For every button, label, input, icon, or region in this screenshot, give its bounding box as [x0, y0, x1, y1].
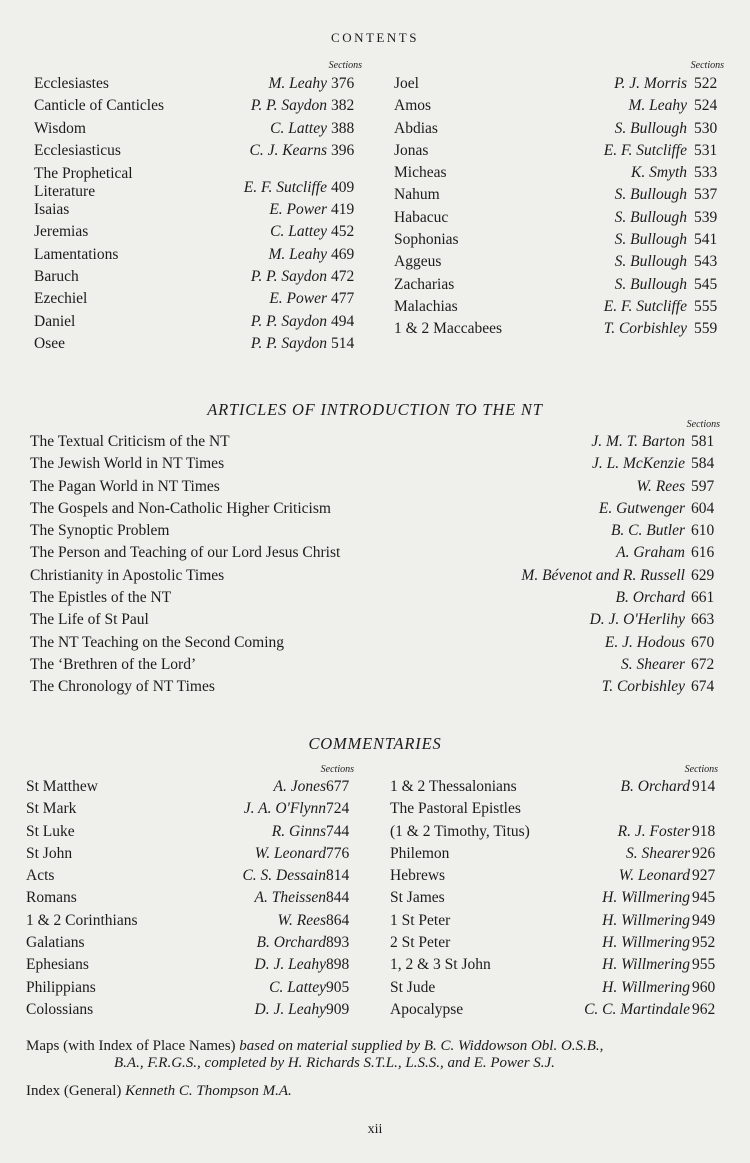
commentary-entry: [26, 821, 356, 843]
entry-section-number: 555: [694, 297, 718, 315]
entry-section-number: 905: [326, 978, 350, 996]
entry-section-number: 677: [326, 778, 350, 795]
entry-title: The NT Teaching on the Second Coming: [30, 633, 285, 651]
entry-title: Micheas: [394, 164, 447, 182]
entry-title: Baruch: [34, 268, 79, 286]
entry-title: Colossians: [26, 1000, 94, 1018]
entry-author: P. P. Saydon: [250, 97, 327, 115]
entry-author: B. Orchard: [620, 778, 690, 795]
sections-label-articles: Sections: [686, 419, 720, 430]
entry-title: Galatians: [26, 934, 85, 952]
entry-section-number: 604: [691, 499, 715, 517]
entry-title: Christianity in Apostolic Times: [30, 566, 225, 584]
articles-list: [30, 431, 730, 699]
entry-title: Jonas: [394, 141, 429, 159]
entry-author: H. Willmering: [602, 934, 690, 952]
entry-author: H. Willmering: [602, 978, 690, 996]
entry-section-number: 918: [692, 822, 716, 840]
article-entry: [30, 498, 730, 520]
ot-entry: [34, 199, 369, 221]
ot-entry: [34, 244, 369, 266]
commentary-entry: [390, 932, 720, 954]
article-entry: [30, 654, 730, 676]
maps-note-credit-line1: based on material supplied by B. C. Widdowson Obl. O.S.B.,: [239, 1038, 604, 1054]
entry-title: The Prophetical Literature: [34, 165, 133, 201]
article-entry: [30, 676, 730, 698]
entry-title: Canticle of Canticles: [34, 97, 164, 115]
commentary-entry: [26, 798, 356, 820]
entry-section-number: 522: [694, 75, 718, 92]
entry-title: Romans: [26, 889, 77, 907]
entry-section-number: 610: [691, 522, 715, 540]
commentary-entry: [390, 843, 720, 865]
entry-section-number: 893: [326, 934, 350, 952]
article-entry: [30, 431, 730, 453]
entry-title: Lamentations: [34, 245, 119, 263]
entry-section-number: 955: [692, 956, 716, 974]
commentaries-heading: COMMENTARIES: [308, 734, 442, 753]
entry-title: Hebrews: [390, 867, 446, 885]
entry-author: P. P. Saydon: [250, 268, 327, 286]
entry-author: C. Lattey: [269, 978, 326, 996]
entry-title: Isaias: [34, 201, 70, 219]
entry-author: R. Ginns: [271, 822, 326, 840]
entry-section-number: 409: [331, 179, 355, 197]
entry-author: T. Corbishley: [601, 678, 685, 696]
entry-section-number: 376: [331, 75, 355, 92]
entry-section-number: 539: [694, 208, 718, 226]
entry-author: J. M. T. Barton: [591, 433, 685, 450]
entry-author: E. Power: [269, 201, 327, 219]
entry-title: Nahum: [394, 186, 440, 204]
entry-title: Abdias: [394, 119, 438, 137]
entry-author: S. Bullough: [614, 231, 687, 249]
ot-entry: [34, 266, 369, 288]
entry-title: Apocalypse: [390, 1000, 464, 1018]
entry-title: The ‘Brethren of the Lord’: [30, 655, 197, 673]
entry-title: Ephesians: [26, 956, 89, 974]
entry-author: J. L. McKenzie: [592, 455, 685, 473]
entry-section-number: 672: [691, 655, 715, 673]
entry-section-number: 952: [692, 934, 716, 952]
entry-section-number: 494: [331, 312, 355, 330]
sections-label-comm-left: Sections: [320, 764, 354, 775]
commentary-entry: [26, 954, 356, 976]
entry-author: E. F. Sutcliffe: [603, 297, 687, 315]
entry-section-number: 616: [691, 544, 715, 562]
entry-section-number: 530: [694, 119, 718, 137]
article-entry: [30, 565, 730, 587]
entry-title: St James: [390, 889, 445, 907]
ot-entry: [394, 251, 729, 273]
entry-author: C. Lattey: [270, 223, 327, 241]
entry-section-number: 388: [331, 119, 355, 137]
entry-section-number: 898: [326, 956, 350, 974]
entry-author: R. J. Foster: [617, 822, 690, 840]
entry-author: A. Graham: [616, 544, 685, 562]
ot-entry: [394, 140, 729, 162]
contents-heading: CONTENTS: [331, 30, 419, 45]
commentary-entry: [390, 910, 720, 932]
entry-author: D. J. Leahy: [254, 956, 326, 974]
entry-section-number: 452: [331, 223, 355, 241]
ot-entry: [394, 229, 729, 251]
entry-title: Jeremias: [34, 223, 89, 241]
commentary-entry: [26, 865, 356, 887]
entry-section-number: 597: [691, 477, 715, 495]
entry-author: M. Bévenot and R. Russell: [521, 566, 685, 584]
ot-entry: [394, 207, 729, 229]
entry-title: (1 & 2 Timothy, Titus): [390, 822, 530, 840]
entry-title: The Epistles of the NT: [30, 589, 172, 607]
entry-section-number: 581: [691, 433, 715, 450]
entry-section-number: 661: [691, 589, 715, 607]
commentary-entry: [26, 999, 356, 1021]
entry-section-number: 469: [331, 245, 355, 263]
commentary-entry: [26, 977, 356, 999]
index-note-author: Kenneth C. Thompson M.A.: [125, 1083, 292, 1099]
entry-title: The Pagan World in NT Times: [30, 477, 220, 495]
entry-title: The Pastoral Epistles: [390, 800, 521, 818]
entry-author: H. Willmering: [602, 889, 690, 907]
entry-author: D. J. Leahy: [254, 1000, 326, 1018]
entry-section-number: 514: [331, 334, 355, 352]
article-entry: [30, 632, 730, 654]
entry-author: S. Shearer: [626, 844, 690, 862]
entry-section-number: 419: [331, 201, 355, 219]
commentary-entry: [390, 821, 720, 843]
entry-title: The Synoptic Problem: [30, 522, 170, 540]
entry-section-number: 962: [692, 1000, 716, 1018]
entry-section-number: 524: [694, 97, 718, 115]
entry-title: Daniel: [34, 312, 76, 330]
sections-label-comm-right: Sections: [684, 764, 718, 775]
ot-entry: [394, 274, 729, 296]
entry-author: B. Orchard: [615, 589, 685, 607]
commentary-entry: [390, 954, 720, 976]
commentary-entry: [390, 999, 720, 1021]
entry-author: W. Leonard: [254, 844, 326, 862]
entry-section-number: 776: [326, 844, 350, 862]
articles-heading: ARTICLES OF INTRODUCTION TO THE NT: [207, 400, 543, 419]
entry-title: 1 & 2 Maccabees: [394, 320, 503, 338]
entry-author: J. A. O'Flynn: [243, 800, 326, 818]
entry-author: S. Bullough: [614, 119, 687, 137]
entry-section-number: 537: [694, 186, 718, 204]
entry-section-number: 814: [326, 867, 350, 885]
entry-title: 1 St Peter: [390, 911, 451, 929]
entry-section-number: 543: [694, 253, 718, 271]
entry-author: M. Leahy: [268, 245, 327, 263]
ot-entry: [394, 95, 729, 117]
entry-title: Acts: [26, 867, 55, 885]
entry-section-number: 531: [694, 141, 718, 159]
entry-section-number: 382: [331, 97, 355, 115]
entry-title: 1 & 2 Thessalonians: [390, 778, 517, 795]
commentary-entry: [390, 887, 720, 909]
entry-author: T. Corbishley: [603, 320, 687, 338]
entry-title: Zacharias: [394, 275, 455, 293]
entry-title: St Mark: [26, 800, 77, 818]
entry-author: H. Willmering: [602, 911, 690, 929]
ot-entry: [34, 95, 369, 117]
sections-label-left: Sections: [328, 60, 362, 71]
entry-author: P. P. Saydon: [250, 312, 327, 330]
entry-author: S. Bullough: [614, 275, 687, 293]
article-entry: [30, 476, 730, 498]
entry-section-number: 844: [326, 889, 350, 907]
entry-section-number: 584: [691, 455, 715, 473]
entry-author: B. Orchard: [256, 934, 326, 952]
entry-author: C. S. Dessain: [242, 867, 326, 885]
entry-section-number: 909: [326, 1000, 350, 1018]
entry-author: E. F. Sutcliffe: [243, 179, 327, 197]
entry-author: E. Power: [269, 290, 327, 308]
ot-entry: [394, 162, 729, 184]
entry-section-number: 472: [331, 268, 355, 286]
entry-section-number: 545: [694, 275, 718, 293]
ot-entry: [394, 73, 729, 95]
commentary-entry: [390, 977, 720, 999]
entry-author: S. Bullough: [614, 208, 687, 226]
maps-note-label: Maps (with Index of Place Names): [26, 1038, 236, 1054]
entry-title: 1, 2 & 3 St John: [390, 956, 491, 974]
entry-author: H. Willmering: [602, 956, 690, 974]
entry-title: The Chronology of NT Times: [30, 678, 215, 696]
ot-entry: [394, 318, 729, 340]
ot-entry: [34, 118, 369, 140]
entry-section-number: 670: [691, 633, 715, 651]
entry-author: W. Rees: [636, 477, 685, 495]
entry-author: A. Jones: [273, 778, 326, 795]
entry-title: 2 St Peter: [390, 934, 451, 952]
article-entry: [30, 453, 730, 475]
entry-author: K. Smyth: [631, 164, 687, 182]
entry-title: Joel: [394, 75, 419, 92]
entry-section-number: 396: [331, 141, 355, 159]
ot-entry: [394, 184, 729, 206]
entry-title: Philemon: [390, 844, 450, 862]
entry-author: E. J. Hodous: [604, 633, 685, 651]
ot-entry: [34, 140, 369, 162]
ot-entry: [34, 73, 369, 95]
entry-author: E. Gutwenger: [598, 499, 685, 517]
entry-title: St Jude: [390, 978, 436, 996]
entry-title: Ecclesiastes: [34, 75, 109, 92]
commentaries-left-column: [26, 776, 356, 1021]
entry-author: B. C. Butler: [610, 522, 685, 540]
index-note: [26, 1083, 726, 1100]
ot-entry: [394, 118, 729, 140]
entry-author: C. Lattey: [270, 119, 327, 137]
entry-title: Philippians: [26, 978, 96, 996]
sections-label-right: Sections: [690, 60, 724, 71]
entry-title: Wisdom: [34, 119, 86, 137]
entry-section-number: 914: [692, 778, 716, 795]
ot-entry: [34, 311, 369, 333]
index-note-label: Index (General): [26, 1083, 122, 1099]
entry-title: Habacuc: [394, 208, 449, 226]
entry-title: The Textual Criticism of the NT: [30, 433, 230, 450]
entry-section-number: 629: [691, 566, 715, 584]
entry-section-number: 724: [326, 800, 350, 818]
entry-author: S. Bullough: [614, 186, 687, 204]
commentary-entry: [26, 776, 356, 798]
entry-section-number: 559: [694, 320, 718, 338]
ot-entry: [34, 288, 369, 310]
entry-title: Ezechiel: [34, 290, 88, 308]
entry-section-number: 864: [326, 911, 350, 929]
entry-title: Aggeus: [394, 253, 442, 271]
article-entry: [30, 542, 730, 564]
entry-section-number: 674: [691, 678, 715, 696]
entry-author: D. J. O'Herlihy: [589, 611, 685, 629]
entry-title: St Luke: [26, 822, 75, 840]
entry-author: P. J. Morris: [614, 75, 687, 92]
commentary-entry: [390, 798, 720, 820]
entry-author: M. Leahy: [628, 97, 687, 115]
ot-entry: [394, 296, 729, 318]
entry-title: 1 & 2 Corinthians: [26, 911, 138, 929]
entry-author: M. Leahy: [268, 75, 327, 92]
entry-title: Osee: [34, 334, 65, 352]
article-entry: [30, 587, 730, 609]
commentary-entry: [26, 887, 356, 909]
entry-title: Ecclesiasticus: [34, 141, 121, 159]
ot-entry: [34, 162, 369, 199]
entry-author: E. F. Sutcliffe: [603, 141, 687, 159]
entry-author: W. Leonard: [618, 867, 690, 885]
maps-note: [26, 1038, 726, 1072]
entry-section-number: 926: [692, 844, 716, 862]
entry-section-number: 541: [694, 231, 718, 249]
entry-author: A. Theissen: [254, 889, 326, 907]
page-folio: xii: [367, 1122, 383, 1137]
entry-author: S. Shearer: [621, 655, 685, 673]
entry-section-number: 927: [692, 867, 716, 885]
article-entry: [30, 609, 730, 631]
entry-author: C. C. Martindale: [584, 1000, 690, 1018]
entry-title: The Gospels and Non-Catholic Higher Criticism: [30, 499, 331, 517]
entry-author: P. P. Saydon: [250, 334, 327, 352]
commentary-entry: [390, 776, 720, 798]
entry-title: The Jewish World in NT Times: [30, 455, 225, 473]
entry-title: The Life of St Paul: [30, 611, 149, 629]
commentary-entry: [390, 865, 720, 887]
ot-entry: [34, 221, 369, 243]
entry-title: St Matthew: [26, 778, 98, 795]
commentaries-right-column: [390, 776, 720, 1021]
ot-entry: [34, 333, 369, 355]
entry-author: S. Bullough: [614, 253, 687, 271]
entry-section-number: 949: [692, 911, 716, 929]
entry-title: Malachias: [394, 297, 458, 315]
entry-section-number: 945: [692, 889, 716, 907]
entry-section-number: 477: [331, 290, 355, 308]
entry-title: Sophonias: [394, 231, 459, 249]
entry-title: Amos: [394, 97, 432, 115]
ot-right-column: [394, 73, 729, 341]
entry-section-number: 533: [694, 164, 718, 182]
entry-section-number: 663: [691, 611, 715, 629]
entry-author: W. Rees: [277, 911, 326, 929]
entry-section-number: 744: [326, 822, 350, 840]
commentary-entry: [26, 910, 356, 932]
article-entry: [30, 520, 730, 542]
entry-title: St John: [26, 844, 73, 862]
commentary-entry: [26, 843, 356, 865]
maps-note-credit-line2: B.A., F.R.G.S., completed by H. Richards S.T.L., L.S.S., and E. Power S.J.: [114, 1055, 555, 1071]
ot-left-column: [34, 73, 369, 355]
entry-title: The Person and Teaching of our Lord Jesus Christ: [30, 544, 341, 562]
entry-author: C. J. Kearns: [249, 141, 327, 159]
commentary-entry: [26, 932, 356, 954]
entry-section-number: 960: [692, 978, 716, 996]
